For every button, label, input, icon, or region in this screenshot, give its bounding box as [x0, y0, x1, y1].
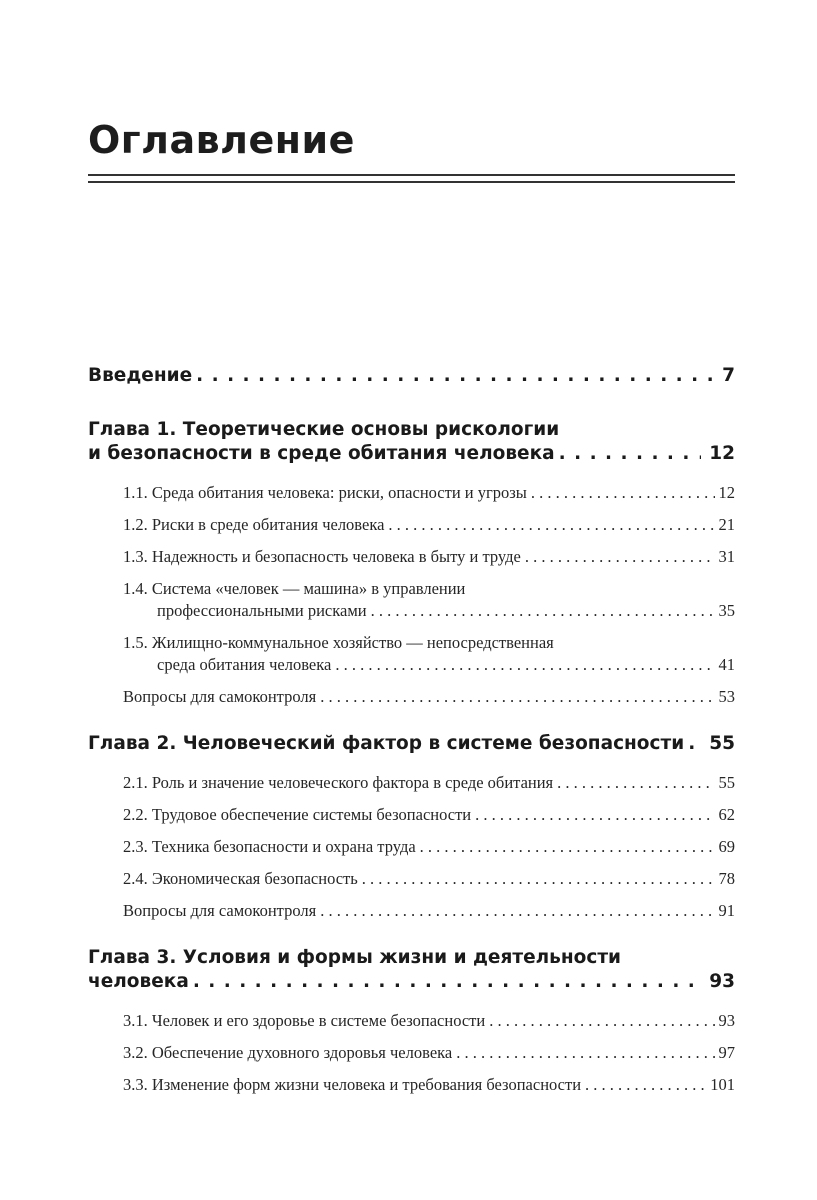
chapter-heading[interactable] — [88, 418, 735, 466]
dot-leader — [531, 482, 715, 504]
chapter-title-line: Глава 2. Человеческий фактор в системе безопасности — [88, 733, 685, 754]
section-title: 2.1. Роль и значение человеческого фактора в среде обитания — [123, 773, 554, 792]
dot-leader — [371, 600, 715, 622]
toc-section[interactable] — [123, 772, 735, 794]
dot-leader — [420, 836, 715, 858]
page-number: 97 — [718, 1043, 735, 1062]
page-number: 62 — [718, 805, 735, 824]
dot-leader — [557, 772, 714, 794]
title-double-rule — [88, 174, 735, 183]
dot-leader — [585, 1074, 706, 1096]
section-title: 2.4. Экономическая безопасность — [123, 869, 358, 888]
page-number: 69 — [718, 837, 735, 856]
dot-leader — [362, 868, 715, 890]
section-title: 3.1. Человек и его здоровье в системе безопасности — [123, 1011, 486, 1030]
section-title: 1.2. Риски в среде обитания человека — [123, 515, 385, 534]
toc-section[interactable] — [123, 1074, 735, 1096]
section-title: 1.4. Система «человек — машина» в управлении — [123, 579, 466, 598]
chapter-title-line: человека — [88, 971, 189, 992]
dot-leader — [688, 732, 701, 756]
page-number: 31 — [718, 547, 735, 566]
chapter-heading[interactable] — [88, 732, 735, 756]
section-title: 1.3. Надежность и безопасность человека в быту и труде — [123, 547, 521, 566]
toc-section[interactable] — [123, 804, 735, 826]
page-number: 93 — [709, 971, 735, 992]
toc-section[interactable] — [123, 514, 735, 536]
toc-section[interactable] — [123, 868, 735, 890]
chapter-title-line: Глава 3. Условия и формы жизни и деятельности — [88, 947, 622, 968]
dot-leader — [196, 364, 714, 388]
chapter-title-line: Глава 1. Теоретические основы рискологии — [88, 419, 560, 440]
section-title: 2.2. Трудовое обеспечение системы безопасности — [123, 805, 472, 824]
page-number: 55 — [709, 733, 735, 754]
toc-section[interactable] — [123, 482, 735, 504]
toc-section[interactable] — [123, 686, 735, 708]
chapter-1 — [88, 418, 735, 708]
page-number: 93 — [718, 1011, 735, 1030]
page-number: 53 — [718, 687, 735, 706]
dot-leader — [456, 1042, 714, 1064]
page-number: 78 — [718, 869, 735, 888]
page-number: 12 — [709, 443, 735, 464]
toc-section[interactable] — [123, 578, 735, 622]
page-number: 91 — [718, 901, 735, 920]
dot-leader — [475, 804, 714, 826]
section-title: Вопросы для самоконтроля — [123, 687, 317, 706]
chapter-3 — [88, 946, 735, 1096]
section-title: 1.5. Жилищно-коммунальное хозяйство — непосредственная — [123, 633, 554, 652]
dot-leader — [193, 970, 701, 994]
page-number: 101 — [710, 1075, 735, 1094]
dot-leader — [320, 686, 714, 708]
page-number: 21 — [718, 515, 735, 534]
page-number: 7 — [722, 365, 735, 386]
toc-section[interactable] — [123, 1010, 735, 1032]
dot-leader — [525, 546, 715, 568]
chapter-title-line: и безопасности в среде обитания человека — [88, 443, 555, 464]
section-title: Вопросы для самоконтроля — [123, 901, 317, 920]
table-of-contents — [88, 364, 735, 1096]
page-number: 35 — [718, 601, 735, 620]
dot-leader — [320, 900, 714, 922]
dot-leader — [335, 654, 714, 676]
dot-leader — [388, 514, 714, 536]
toc-section[interactable] — [123, 836, 735, 858]
page-number: 41 — [718, 655, 735, 674]
chapter-heading[interactable] — [88, 946, 735, 994]
toc-section[interactable] — [123, 1042, 735, 1064]
toc-section[interactable] — [123, 546, 735, 568]
dot-leader — [489, 1010, 714, 1032]
chapter-2 — [88, 732, 735, 922]
page-number: 55 — [718, 773, 735, 792]
section-title-continued: среда обитания человека — [157, 655, 332, 674]
page-title: Оглавление — [88, 118, 355, 162]
toc-entry-title: Введение — [88, 365, 193, 386]
toc-entry-intro[interactable] — [88, 364, 735, 388]
section-title: 3.2. Обеспечение духовного здоровья человека — [123, 1043, 453, 1062]
section-title: 2.3. Техника безопасности и охрана труда — [123, 837, 416, 856]
toc-section[interactable] — [123, 900, 735, 922]
page-number: 12 — [718, 483, 735, 502]
dot-leader — [559, 442, 702, 466]
section-title-continued: профессиональными рисками — [157, 601, 367, 620]
section-title: 1.1. Среда обитания человека: риски, опасности и угрозы — [123, 483, 527, 502]
toc-section[interactable] — [123, 632, 735, 676]
section-title: 3.3. Изменение форм жизни человека и требования безопасности — [123, 1075, 582, 1094]
